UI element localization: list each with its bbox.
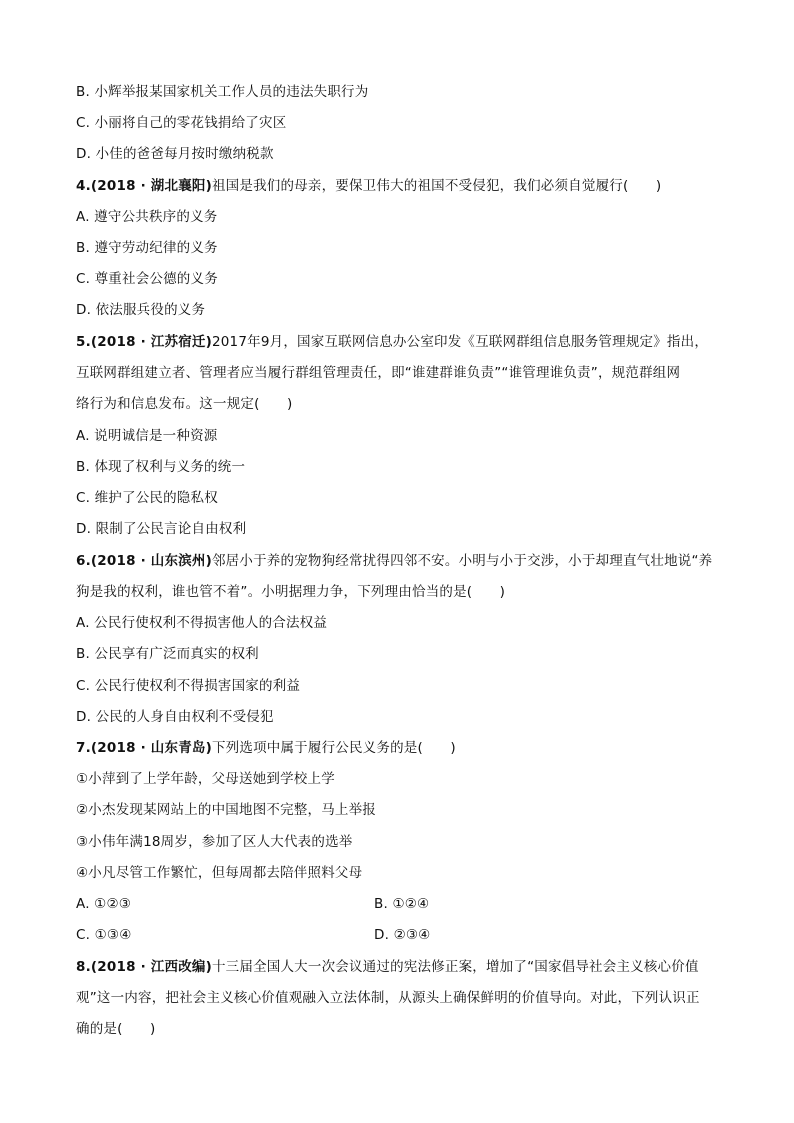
q5-stem-text-1: 2017年9月，国家互联网信息办公室印发《互联网群组信息服务管理规定》指出， <box>211 334 709 350</box>
q7-option-c: C. ①③④ <box>76 927 132 943</box>
q4-stem-text: 祖国是我们的母亲，要保卫伟大的祖国不受侵犯，我们必须自觉履行( ) <box>211 178 662 194</box>
q8-stem-text-1: 十三届全国人大一次会议通过的宪法修正案，增加了“国家倡导社会主义核心价值 <box>211 959 699 975</box>
q3-option-d: D. 小佳的爸爸每月按时缴纳税款 <box>76 146 274 162</box>
q4-stem <box>76 176 726 196</box>
q5-stem-line-1 <box>76 332 726 352</box>
q7-option-d: D. ②③④ <box>374 927 431 943</box>
q8-stem-line-3: 确的是( ) <box>76 1021 156 1037</box>
q8-source: (2018 · 江西改编) <box>90 959 212 975</box>
q7-item-3: ③小伟年满18周岁，参加了区人大代表的选举 <box>76 834 353 850</box>
q4-number: 4. <box>76 178 91 194</box>
q3-option-b: B. 小辉举报某国家机关工作人员的违法失职行为 <box>76 84 369 100</box>
q7-source: (2018 · 山东青岛) <box>90 740 212 756</box>
q5-option-c: C. 维护了公民的隐私权 <box>76 490 218 506</box>
q7-stem <box>76 738 726 758</box>
q6-source: (2018 · 山东滨州) <box>90 553 212 569</box>
q6-option-d: D. 公民的人身自由权利不受侵犯 <box>76 709 274 725</box>
q6-option-a: A. 公民行使权利不得损害他人的合法权益 <box>76 615 328 631</box>
q6-stem-line-2: 狗是我的权利，谁也管不着”。小明据理力争，下列理由恰当的是( ) <box>76 584 506 600</box>
q8-stem-line-2: 观”这一内容，把社会主义核心价值观融入立法体制，从源头上确保鲜明的价值导向。对此，下列认识正 <box>76 990 700 1006</box>
q7-options-row-2 <box>76 925 726 945</box>
q6-stem-line-1 <box>76 551 726 571</box>
q7-stem-text: 下列选项中属于履行公民义务的是( ) <box>211 740 456 756</box>
q7-item-1: ①小萍到了上学年龄，父母送她到学校上学 <box>76 771 335 787</box>
q6-stem-text-1: 邻居小于养的宠物狗经常扰得四邻不安。小明与小于交涉，小于却理直气壮地说“养 <box>211 553 713 569</box>
q8-stem-line-1 <box>76 957 726 977</box>
q3-option-c: C. 小丽将自己的零花钱捐给了灾区 <box>76 115 287 131</box>
q5-number: 5. <box>76 334 91 350</box>
q4-option-b: B. 遵守劳动纪律的义务 <box>76 240 218 256</box>
q6-option-b: B. 公民享有广泛而真实的权利 <box>76 646 259 662</box>
q4-option-a: A. 遵守公共秩序的义务 <box>76 209 218 225</box>
q8-number: 8. <box>76 959 91 975</box>
q5-stem-line-3: 络行为和信息发布。这一规定( ) <box>76 396 293 412</box>
q5-option-a: A. 说明诚信是一种资源 <box>76 428 218 444</box>
q7-option-b: B. ①②④ <box>374 896 430 912</box>
q6-option-c: C. 公民行使权利不得损害国家的利益 <box>76 678 301 694</box>
q7-options-row-1 <box>76 894 726 914</box>
q5-source: (2018 · 江苏宿迁) <box>90 334 212 350</box>
q4-source: (2018 · 湖北襄阳) <box>90 178 212 194</box>
q7-number: 7. <box>76 740 91 756</box>
q6-number: 6. <box>76 553 91 569</box>
q4-option-d: D. 依法服兵役的义务 <box>76 302 206 318</box>
q5-option-d: D. 限制了公民言论自由权利 <box>76 521 247 537</box>
q5-stem-line-2: 互联网群组建立者、管理者应当履行群组管理责任，即“谁建群谁负责”“谁管理谁负责”，规范群组网 <box>76 365 681 381</box>
q5-option-b: B. 体现了权利与义务的统一 <box>76 459 246 475</box>
q7-option-a: A. ①②③ <box>76 896 132 912</box>
q4-option-c: C. 尊重社会公德的义务 <box>76 271 218 287</box>
q7-item-4: ④小凡尽管工作繁忙，但每周都去陪伴照料父母 <box>76 865 363 881</box>
q7-item-2: ②小杰发现某网站上的中国地图不完整，马上举报 <box>76 802 377 818</box>
